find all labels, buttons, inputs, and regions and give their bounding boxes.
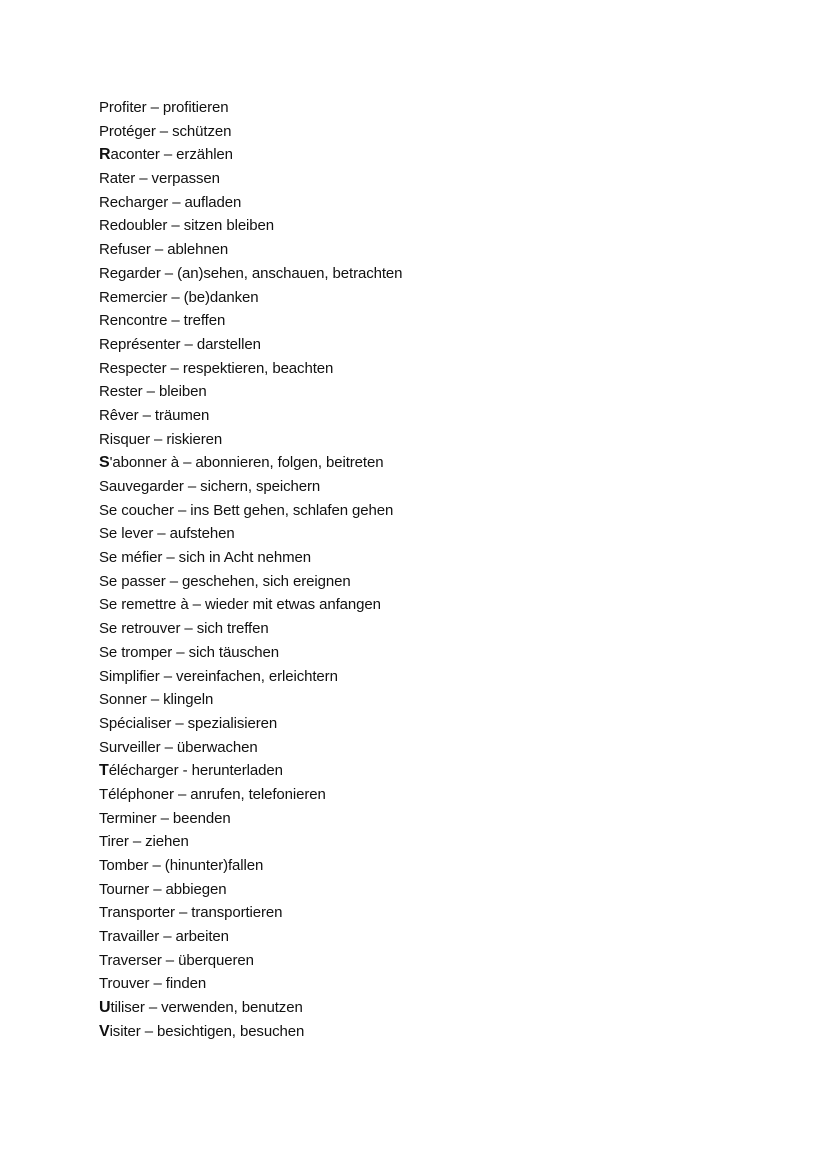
vocab-entry-text: 'abonner à – abonnieren, folgen, beitreten bbox=[109, 454, 384, 472]
vocab-entry bbox=[99, 925, 402, 949]
vocab-entry bbox=[99, 404, 402, 428]
vocab-entry bbox=[99, 214, 402, 238]
vocab-entry bbox=[99, 96, 402, 120]
vocab-entry-text: Tirer – ziehen bbox=[99, 833, 189, 851]
vocab-entry bbox=[99, 238, 402, 262]
vocab-entry-text: Profiter – profitieren bbox=[99, 99, 229, 116]
section-initial-letter: T bbox=[99, 762, 109, 780]
vocab-entry-text: Se coucher – ins Bett gehen, schlafen gehen bbox=[99, 501, 394, 519]
vocab-entry bbox=[99, 143, 402, 167]
vocab-entry bbox=[99, 949, 402, 973]
vocab-entry bbox=[99, 759, 402, 783]
vocab-entry bbox=[99, 712, 402, 736]
section-initial-letter: U bbox=[99, 999, 111, 1017]
vocab-entry-text: Se méfier – sich in Acht nehmen bbox=[99, 549, 312, 567]
vocab-entry-text: Surveiller – überwachen bbox=[99, 738, 258, 756]
vocab-entry-text: Recharger – aufladen bbox=[99, 193, 242, 211]
vocab-entry-text: Risquer – riskieren bbox=[99, 430, 223, 448]
vocab-entry-text: Sauvegarder – sichern, speichern bbox=[99, 478, 321, 495]
vocab-entry-text: Redoubler – sitzen bleiben bbox=[99, 217, 275, 235]
vocab-entry-text: Traverser – überqueren bbox=[99, 951, 254, 969]
vocab-entry bbox=[99, 380, 402, 404]
vocab-entry-text: Respecter – respektieren, beachten bbox=[99, 359, 334, 377]
vocab-entry bbox=[99, 665, 402, 689]
vocab-entry-text: Téléphoner – anrufen, telefonieren bbox=[99, 785, 326, 803]
vocab-entry-text: Spécialiser – spezialisieren bbox=[99, 714, 278, 732]
vocabulary-list bbox=[99, 96, 402, 1044]
vocab-entry-text: Se remettre à – wieder mit etwas anfangen bbox=[99, 596, 381, 614]
vocab-entry bbox=[99, 901, 402, 925]
vocab-entry bbox=[99, 475, 402, 499]
vocab-entry bbox=[99, 1020, 402, 1044]
vocab-entry bbox=[99, 641, 402, 665]
section-initial-letter: S bbox=[99, 454, 110, 472]
section-initial-letter: V bbox=[99, 1022, 110, 1040]
vocab-entry bbox=[99, 783, 402, 807]
vocab-entry-text: Protéger – schützen bbox=[99, 122, 232, 140]
vocab-entry bbox=[99, 878, 402, 902]
vocab-entry-text: Rater – verpassen bbox=[99, 170, 220, 188]
vocab-entry-text: Tomber – (hinunter)fallen bbox=[99, 857, 264, 874]
vocab-entry bbox=[99, 546, 402, 570]
vocab-entry-text: Sonner – klingeln bbox=[99, 691, 214, 709]
vocab-entry-text: Se retrouver – sich treffen bbox=[99, 620, 269, 638]
vocab-entry-text: Trouver – finden bbox=[99, 975, 207, 993]
vocab-entry-text: Refuser – ablehnen bbox=[99, 241, 229, 259]
vocab-entry bbox=[99, 830, 402, 854]
vocab-entry bbox=[99, 309, 402, 333]
vocab-entry-text: Remercier – (be)danken bbox=[99, 288, 259, 306]
vocab-entry-text: Se lever – aufstehen bbox=[99, 525, 235, 543]
vocab-entry-text: Terminer – beenden bbox=[99, 809, 231, 827]
vocab-entry-text: Se tromper – sich täuschen bbox=[99, 643, 279, 661]
vocab-entry-text: Représenter – darstellen bbox=[99, 335, 261, 353]
section-initial-letter: R bbox=[99, 146, 111, 164]
vocab-entry bbox=[99, 286, 402, 310]
vocab-entry-text: Rêver – träumen bbox=[99, 406, 210, 424]
vocab-entry bbox=[99, 357, 402, 381]
vocab-entry-text: élécharger - herunterladen bbox=[108, 762, 283, 780]
vocab-entry bbox=[99, 807, 402, 831]
vocab-entry bbox=[99, 120, 402, 144]
vocab-entry bbox=[99, 191, 402, 215]
vocab-entry-text: Rester – bleiben bbox=[99, 383, 207, 401]
vocab-entry-text: tiliser – verwenden, benutzen bbox=[110, 999, 303, 1017]
vocab-entry bbox=[99, 570, 402, 594]
vocab-entry bbox=[99, 499, 402, 523]
vocab-entry-text: aconter – erzählen bbox=[110, 146, 233, 164]
vocab-entry-text: Se passer – geschehen, sich ereignen bbox=[99, 572, 351, 590]
vocab-entry bbox=[99, 593, 402, 617]
vocab-entry bbox=[99, 996, 402, 1020]
vocab-entry bbox=[99, 736, 402, 760]
vocab-entry bbox=[99, 333, 402, 357]
vocab-entry bbox=[99, 972, 402, 996]
vocab-entry-text: Tourner – abbiegen bbox=[99, 880, 227, 898]
vocab-entry-text: Travailler – arbeiten bbox=[99, 928, 229, 946]
vocab-entry bbox=[99, 428, 402, 452]
vocab-entry-text: Regarder – (an)sehen, anschauen, betrachten bbox=[99, 264, 403, 282]
vocab-entry bbox=[99, 617, 402, 641]
vocab-entry-text: isiter – besichtigen, besuchen bbox=[109, 1022, 305, 1040]
vocab-entry bbox=[99, 167, 402, 191]
vocab-entry-text: Transporter – transportieren bbox=[99, 904, 283, 922]
vocab-entry bbox=[99, 522, 402, 546]
vocab-entry-text: Simplifier – vereinfachen, erleichtern bbox=[99, 667, 338, 685]
vocab-entry bbox=[99, 688, 402, 712]
vocab-entry bbox=[99, 451, 402, 475]
vocab-entry bbox=[99, 262, 402, 286]
vocab-entry bbox=[99, 854, 402, 878]
vocab-entry-text: Rencontre – treffen bbox=[99, 312, 226, 330]
